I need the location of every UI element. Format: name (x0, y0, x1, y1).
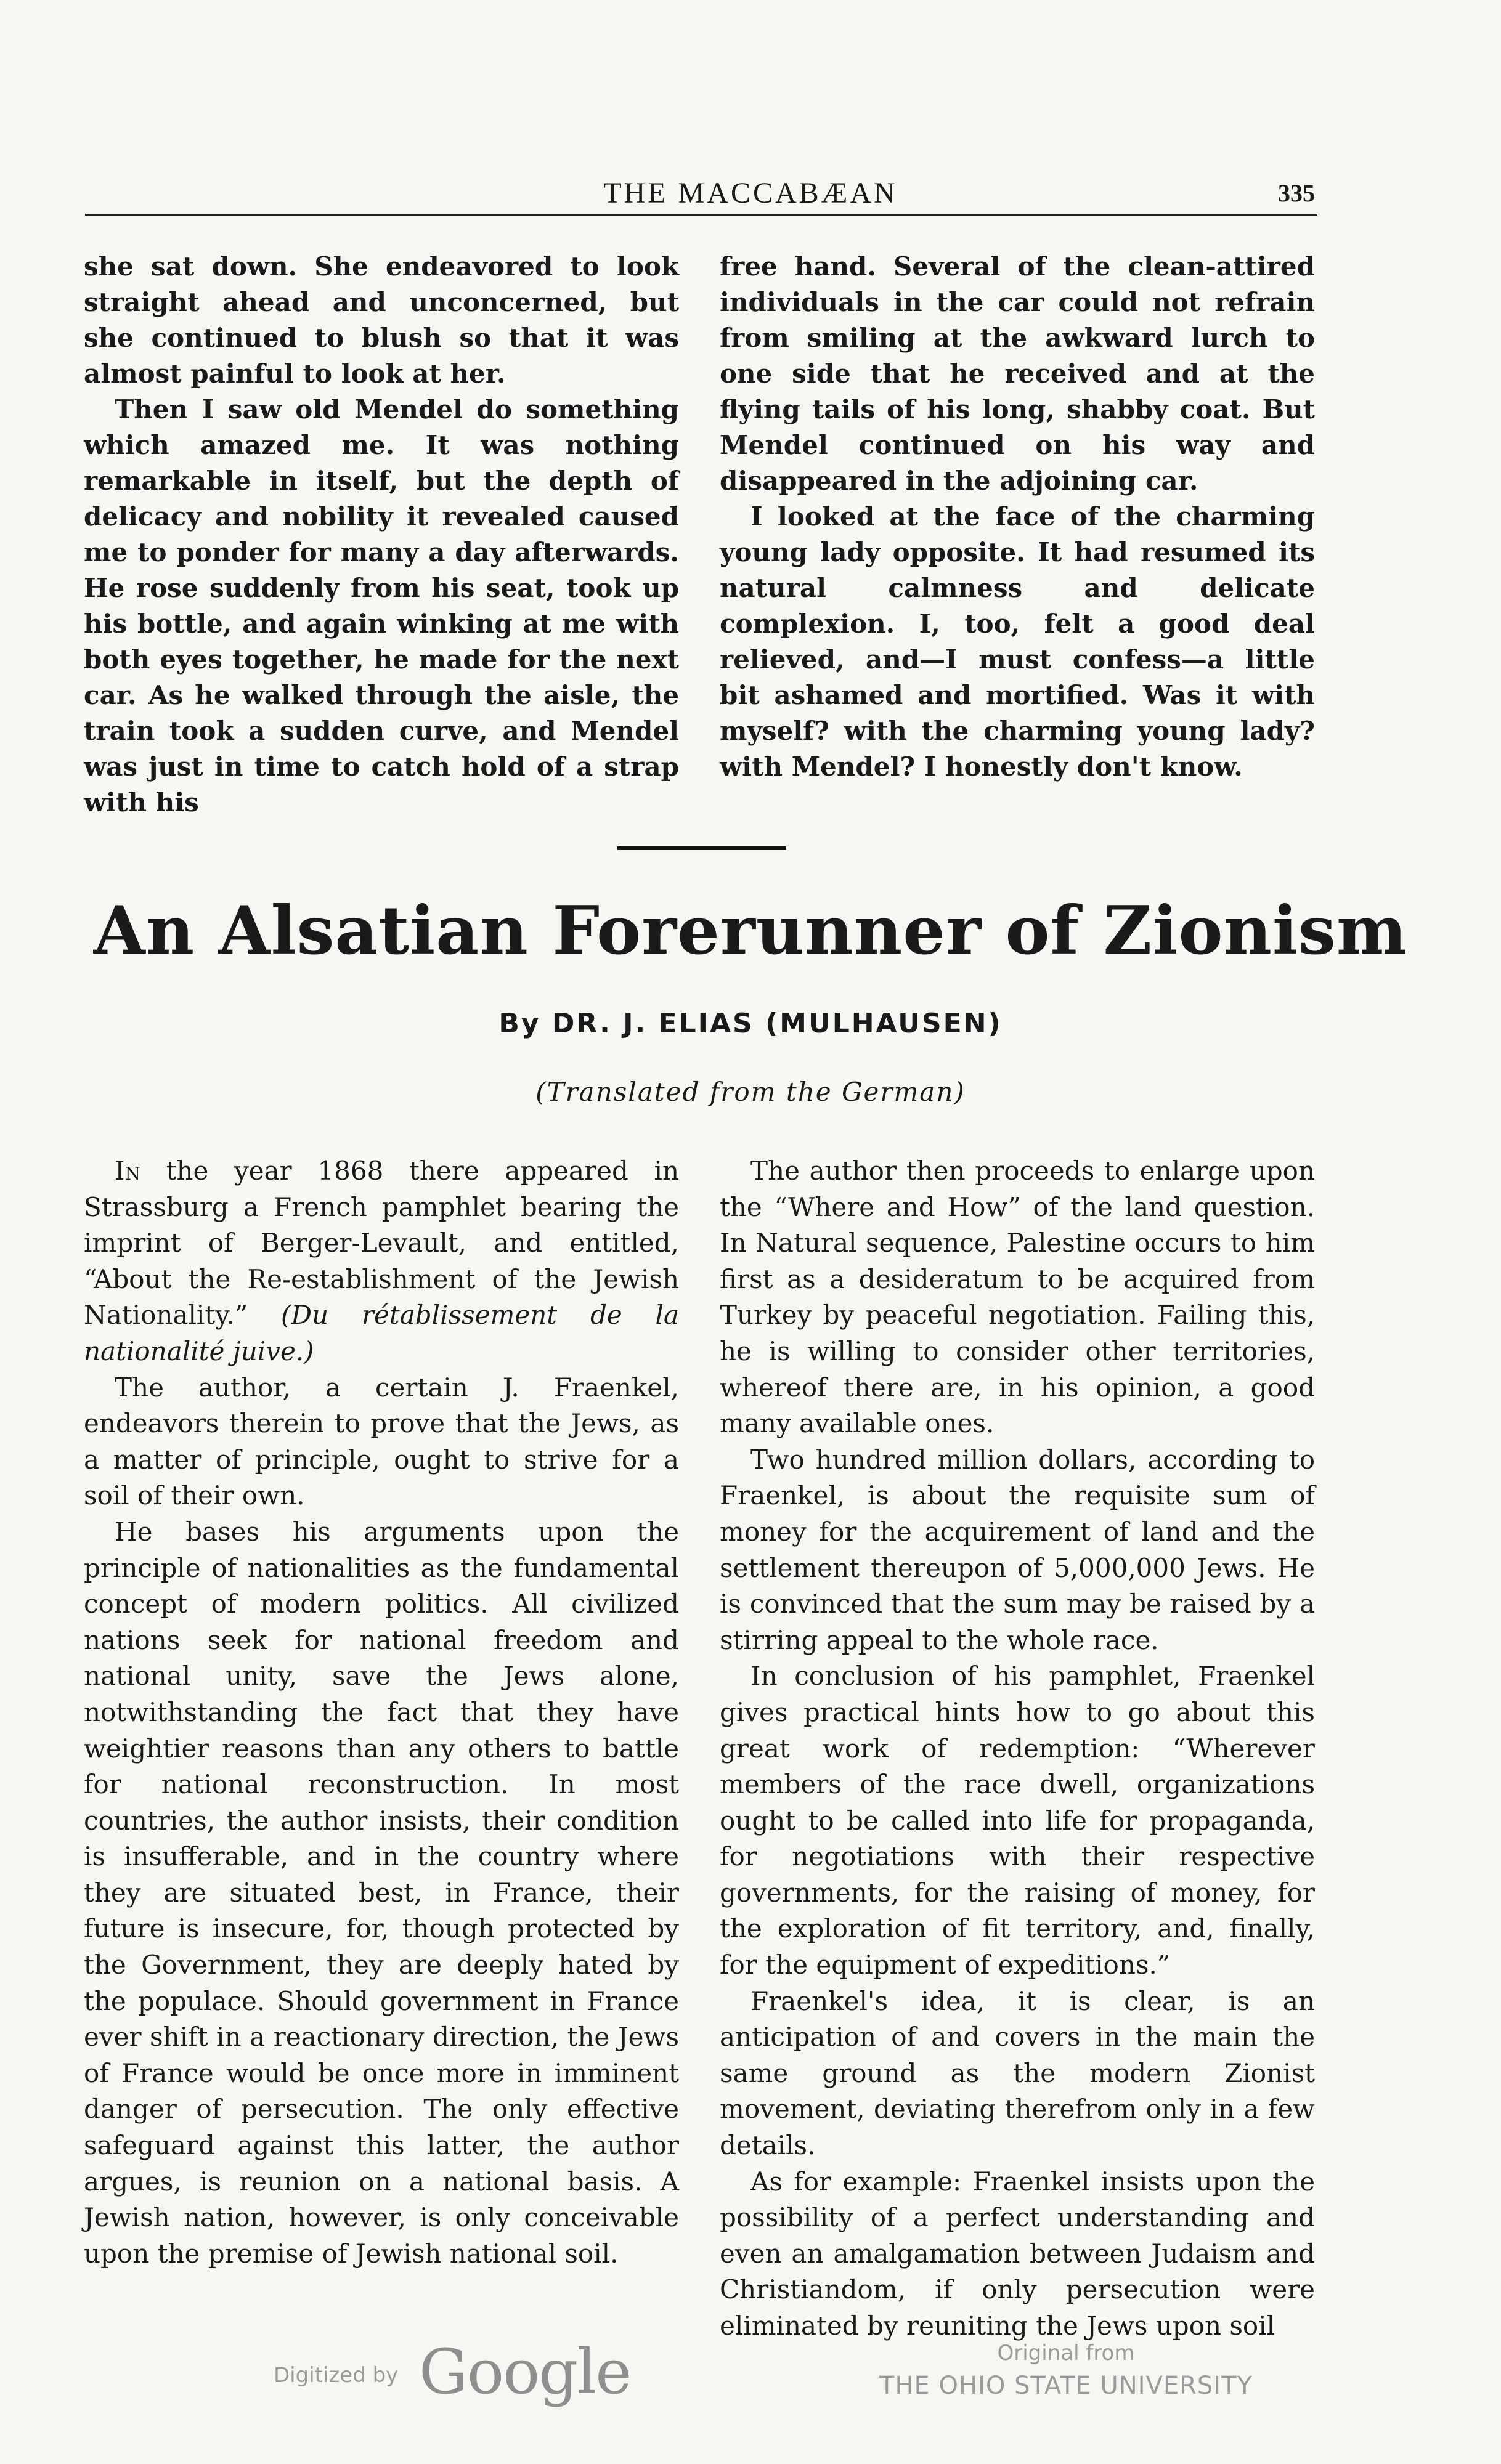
university-name: THE OHIO STATE UNIVERSITY (879, 2372, 1253, 2400)
paragraph: Two hundred million dollars, according to Fraenkel, is about the requisite sum of money for the acquirement of land and the settlement thereupon of 5,000,000 Jews. He is convinced that the sum may be raised by a stirring appeal to the whole race. (720, 1444, 1315, 1655)
french-title: (Du rétablissement de la nationalité juive.) (84, 1300, 679, 1366)
paragraph (84, 1153, 679, 1370)
paragraph-text: the year 1868 there appeared in Strassburg a French pamphlet bearing the imprint of Berger-Levault, and entitled, “About the Re-establishment of the Jewish Nationality.” (84, 1156, 679, 1331)
article-right-column (720, 1153, 1315, 2344)
paragraph: Then I saw old Mendel do something which amazed me. It was nothing remarkable in itself, but the depth of delicacy and nobility it revealed caused me to ponder for many a day afterwards. He rose suddenly from his seat, took up his bottle, and again winking at me with both eyes together, he made for the next car. As he walked through the aisle, the train took a sudden curve, and Mendel was just in time to catch hold of a strap with his (84, 394, 679, 817)
byline: By DR. J. ELIAS (MULHAUSEN) (498, 1008, 1003, 1039)
lead-word: In (115, 1156, 140, 1186)
paragraph: He bases his arguments upon the principle of nationalities as the fundamental concept of modern politics. All civilized nations seek for national freedom and national unity, save the Jews alone, notwithstanding the fact that they have weightier reasons than any others to battle for national reconstruction. In most countries, the author insists, their condition is insufferable, and in the country where they are situated best, in France, their future is insecure, for, though protected by the Government, they are deeply hated by the populace. Should government in France ever shift in a reactionary direction, the Jews of France would be once more in imminent danger of persecution. The only effective safeguard against this latter, the author argues, is reunion on a national basis. A Jewish nation, however, is only conceivable upon the premise of Jewish national soil. (84, 1516, 679, 2269)
continued-story-left-column (84, 249, 679, 821)
paragraph: she sat down. She endeavored to look straight ahead and unconcerned, but she continued to blush so that it was almost painful to look at her. (84, 251, 679, 389)
google-logo: Google (419, 2336, 631, 2408)
digitized-by-label: Digitized by (274, 2363, 399, 2388)
continued-story-right-column (720, 249, 1315, 785)
article-left-column (84, 1153, 679, 2272)
section-divider (617, 846, 786, 850)
paragraph: free hand. Several of the clean-attired individuals in the car could not refrain from smiling at the awkward lurch to one side that he received and at the flying tails of his long, shabby coat. But Mendel continued on his way and disappeared in the adjoining car. (720, 251, 1315, 496)
running-header (0, 175, 1501, 212)
paragraph: The author, a certain J. Fraenkel, endeavors therein to prove that the Jews, as a matter of principle, ought to strive for a soil of their own. (84, 1372, 679, 1511)
paragraph: The author then proceeds to enlarge upon the “Where and How” of the land question. In Natural sequence, Palestine occurs to him first as a desideratum to be acquired from Turkey by peaceful negotiation. Failing this, he is willing to consider other territories, whereof there are, in his opinion, a good many available ones. (720, 1156, 1315, 1439)
header-rule (85, 214, 1317, 216)
running-title: THE MACCABÆAN (603, 177, 898, 209)
paragraph: I looked at the face of the charming young lady opposite. It had resumed its natural calmness and delicate complexion. I, too, felt a good deal relieved, and—I must confess—a little bit ashamed and mortified. Was it with myself? with the charming young lady? with Mendel? I honestly don't know. (720, 501, 1315, 782)
page-number: 335 (1278, 179, 1315, 207)
paragraph: In conclusion of his pamphlet, Fraenkel gives practical hints how to go about this great work of redemption: “Wherever members of the race dwell, organizations ought to be called into life for propaganda, for negotiations with their respective governments, for the raising of money, for the exploration of fit territory, and, finally, for the equipment of expeditions.” (720, 1661, 1315, 1980)
article-title: An Alsatian Forerunner of Zionism (93, 892, 1408, 970)
original-from-label: Original from (997, 2341, 1135, 2365)
translation-note: (Translated from the German) (535, 1077, 966, 1107)
paragraph: As for example: Fraenkel insists upon the possibility of a perfect understanding and even an amalgamation between Judaism and Christiandom, if only persecution were eliminated by reuniting the Jews upon soil (720, 2166, 1315, 2341)
paragraph: Fraenkel's idea, it is clear, is an anticipation of and covers in the main the same ground as the modern Zionist movement, deviating therefrom only in a few details. (720, 1985, 1315, 2161)
